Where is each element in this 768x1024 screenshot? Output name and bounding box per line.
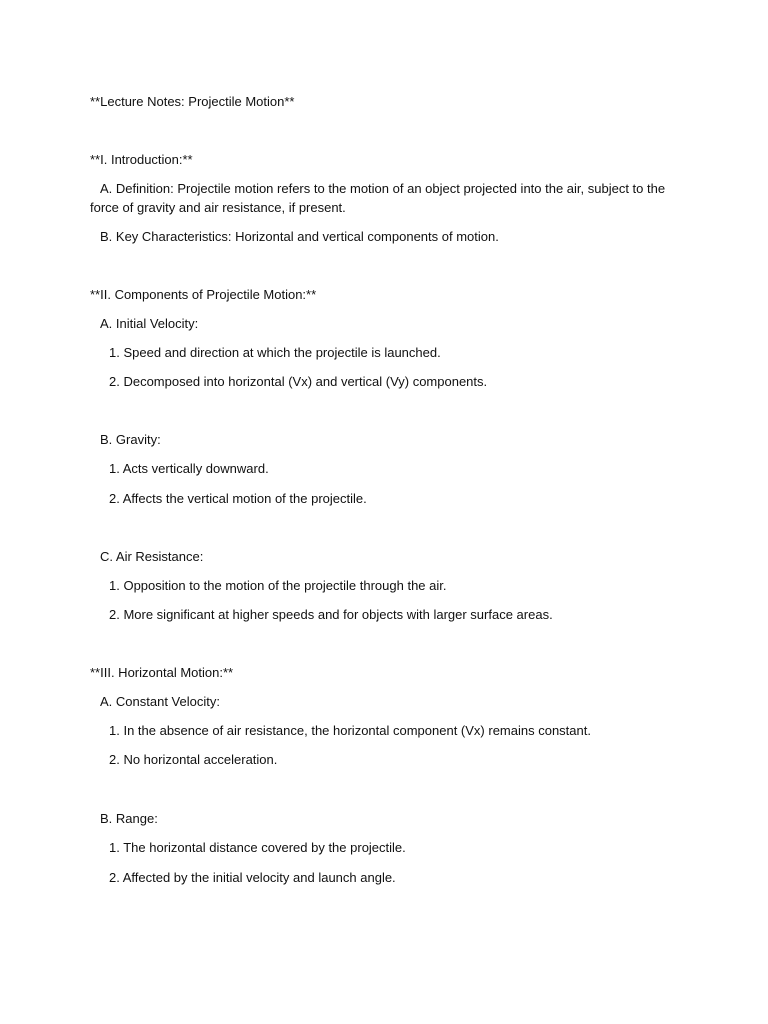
list-item: 2. More significant at higher speeds and for objects with larger surface areas. [109,607,553,622]
subsection-range: B. Range: [100,811,158,826]
page-title: **Lecture Notes: Projectile Motion** [90,94,295,109]
subsection-gravity: B. Gravity: [100,432,161,447]
section-heading-components: **II. Components of Projectile Motion:** [90,287,317,302]
section-heading-introduction: **I. Introduction:** [90,152,193,167]
subsection-air-resistance: C. Air Resistance: [100,549,204,564]
list-item: 1. In the absence of air resistance, the horizontal component (Vx) remains constant. [109,723,591,738]
list-item: 1. Opposition to the motion of the projectile through the air. [109,578,447,593]
list-item: 2. Affected by the initial velocity and launch angle. [109,870,396,885]
subsection-initial-velocity: A. Initial Velocity: [100,316,199,331]
list-item: 2. No horizontal acceleration. [109,752,278,767]
key-characteristics-item: B. Key Characteristics: Horizontal and vertical components of motion. [100,229,499,244]
list-item: 1. Speed and direction at which the projectile is launched. [109,345,441,360]
definition-paragraph: A. Definition: Projectile motion refers to the motion of an object projected into the air, subject to the force of gravity and air resistance, if present. [90,181,666,215]
list-item: 2. Decomposed into horizontal (Vx) and vertical (Vy) components. [109,374,488,389]
list-item: 1. Acts vertically downward. [109,461,269,476]
subsection-constant-velocity: A. Constant Velocity: [100,694,220,709]
section-heading-horizontal-motion: **III. Horizontal Motion:** [90,665,234,680]
list-item: 1. The horizontal distance covered by the projectile. [109,840,406,855]
list-item: 2. Affects the vertical motion of the projectile. [109,491,367,506]
